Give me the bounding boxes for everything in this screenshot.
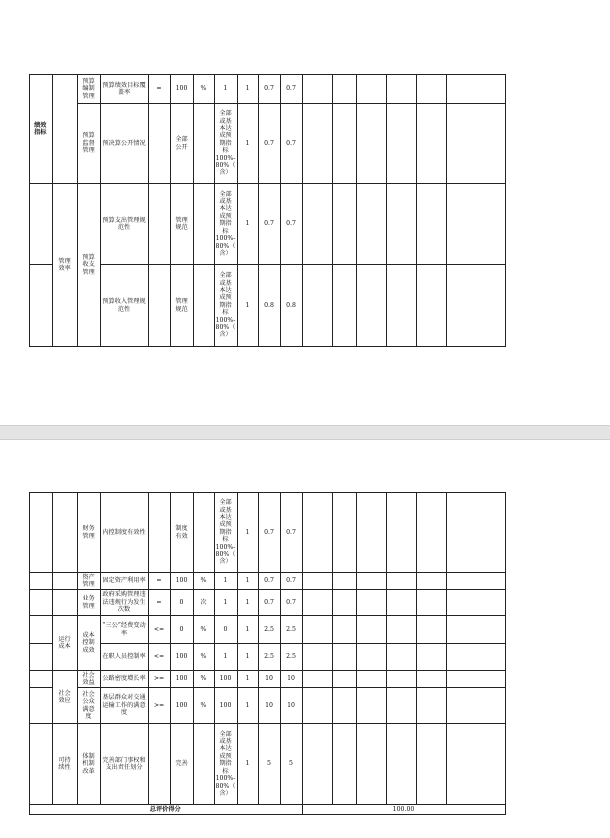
standard-cell: 全部 或基 本达 成预 期指 标 100%- 80%（ 含） <box>214 724 237 805</box>
item-cell: 内控制度有效性 <box>100 493 148 573</box>
score-cell: 0.7 <box>280 104 302 184</box>
page-gap <box>0 425 610 440</box>
standard-cell: 100 <box>214 688 237 724</box>
unit-cell: % <box>193 573 214 590</box>
category-cell: 财务 管理 <box>77 493 100 573</box>
weight-cell: 1 <box>237 573 258 590</box>
target-cell: 100 <box>170 75 193 104</box>
item-cell: 基层群众对交通运输工作的满意度 <box>100 688 148 724</box>
category-cell: 业务 管理 <box>77 590 100 616</box>
score-cell: 0.8 <box>280 265 302 347</box>
score-cell: 0.7 <box>258 493 280 573</box>
target-cell: 管理 规范 <box>170 184 193 265</box>
category-cell: 预算 收支 管理 <box>77 184 100 347</box>
score-cell: 5 <box>258 724 280 805</box>
weight-cell: 1 <box>237 671 258 688</box>
target-cell: 制度 有效 <box>170 493 193 573</box>
target-cell: 0 <box>170 590 193 616</box>
operator-cell <box>148 265 170 347</box>
operator-cell: >= <box>148 671 170 688</box>
score-cell: 2.5 <box>258 616 280 644</box>
operator-cell: >= <box>148 688 170 724</box>
operator-cell: = <box>148 75 170 104</box>
operator-cell: <= <box>148 616 170 644</box>
unit-cell <box>193 184 214 265</box>
blank-cell <box>52 75 77 184</box>
unit-cell: 次 <box>193 590 214 616</box>
category-cell: 体制 机制 改革 <box>77 724 100 805</box>
target-cell: 100 <box>170 671 193 688</box>
weight-cell: 1 <box>237 75 258 104</box>
standard-cell: 1 <box>214 573 237 590</box>
unit-cell: % <box>193 644 214 671</box>
unit-cell: % <box>193 671 214 688</box>
operator-cell: <= <box>148 644 170 671</box>
target-cell: 完善 <box>170 724 193 805</box>
standard-cell: 1 <box>214 644 237 671</box>
weight-cell: 1 <box>237 724 258 805</box>
target-cell: 管理 规范 <box>170 265 193 347</box>
score-cell: 10 <box>280 688 302 724</box>
category-cell: 资产 管理 <box>77 573 100 590</box>
standard-cell: 1 <box>214 75 237 104</box>
standard-cell: 全部 或基 本达 成预 期指 标 100%- 80%（ 含） <box>214 265 237 347</box>
unit-cell: % <box>193 75 214 104</box>
operator-cell <box>148 104 170 184</box>
weight-cell: 1 <box>237 265 258 347</box>
score-cell: 0.7 <box>258 104 280 184</box>
category-cell: 社会 效益 <box>77 671 100 688</box>
item-cell: 公路密度增长率 <box>100 671 148 688</box>
score-cell: 0.7 <box>280 75 302 104</box>
operator-cell: = <box>148 573 170 590</box>
item-cell: 固定资产利用率 <box>100 573 148 590</box>
group-sustain: 可持 续性 <box>52 724 77 805</box>
group-run-cost: 运行 成本 <box>52 616 77 671</box>
score-cell: 10 <box>280 671 302 688</box>
item-cell: 预算收入管理规范性 <box>100 265 148 347</box>
weight-cell: 1 <box>237 104 258 184</box>
weight-cell: 1 <box>237 688 258 724</box>
unit-cell <box>193 265 214 347</box>
score-cell: 10 <box>258 671 280 688</box>
category-cell: 预算 编制 管理 <box>77 75 100 104</box>
category-cell: 社会 公众 满意 度 <box>77 688 100 724</box>
operator-cell <box>148 184 170 265</box>
group-social: 社会 效应 <box>52 671 77 724</box>
score-cell: 2.5 <box>280 644 302 671</box>
score-cell: 10 <box>258 688 280 724</box>
unit-cell <box>193 724 214 805</box>
weight-cell: 1 <box>237 493 258 573</box>
target-cell: 100 <box>170 573 193 590</box>
score-cell: 0.7 <box>258 573 280 590</box>
weight-cell: 1 <box>237 644 258 671</box>
page-2 <box>0 440 610 838</box>
score-cell: 0.7 <box>258 184 280 265</box>
operator-cell: = <box>148 590 170 616</box>
weight-cell: 1 <box>237 616 258 644</box>
item-cell: 预算支出管理规范性 <box>100 184 148 265</box>
item-cell: 预决算公开情况 <box>100 104 148 184</box>
total-value: 100.00 <box>302 805 505 815</box>
standard-cell: 全部 或基 本达 成预 期指 标 100%- 80%（ 含） <box>214 493 237 573</box>
score-cell: 5 <box>280 724 302 805</box>
score-cell: 0.7 <box>258 590 280 616</box>
category-cell: 预算 监督 管理 <box>77 104 100 184</box>
target-cell: 100 <box>170 644 193 671</box>
unit-cell <box>193 493 214 573</box>
group-label: 绩效 指标 <box>29 75 52 184</box>
unit-cell: % <box>193 616 214 644</box>
standard-cell: 1 <box>214 590 237 616</box>
unit-cell <box>193 104 214 184</box>
score-cell: 0.7 <box>280 184 302 265</box>
item-cell: 预算绩效目标覆盖率 <box>100 75 148 104</box>
standard-cell: 全部 或基 本达 成预 期指 标 100%- 80%（ 含） <box>214 104 237 184</box>
category-cell: 成本 控制 成效 <box>77 616 100 671</box>
standard-cell: 0 <box>214 616 237 644</box>
indicator-table-2 <box>29 492 506 815</box>
score-cell: 0.7 <box>280 590 302 616</box>
score-cell: 2.5 <box>258 644 280 671</box>
score-cell: 0.8 <box>258 265 280 347</box>
weight-cell: 1 <box>237 184 258 265</box>
score-cell: 0.7 <box>258 75 280 104</box>
item-cell: 完善部门事权和支出责任划分 <box>100 724 148 805</box>
target-cell: 0 <box>170 616 193 644</box>
total-label: 总评价得分 <box>29 805 302 815</box>
item-cell: 政府采购管理违法违规行为发生次数 <box>100 590 148 616</box>
score-cell: 2.5 <box>280 616 302 644</box>
indicator-table-1 <box>29 74 506 347</box>
item-cell: “三公”经费变动率 <box>100 616 148 644</box>
unit-cell: % <box>193 688 214 724</box>
standard-cell: 100 <box>214 671 237 688</box>
target-cell: 100 <box>170 688 193 724</box>
item-cell: 在职人员控制率 <box>100 644 148 671</box>
weight-cell: 1 <box>237 590 258 616</box>
standard-cell: 全部 或基 本达 成预 期指 标 100%- 80%（ 含） <box>214 184 237 265</box>
score-cell: 0.7 <box>280 573 302 590</box>
sub-label: 管理 效率 <box>52 184 77 347</box>
operator-cell <box>148 724 170 805</box>
target-cell: 全部 公开 <box>170 104 193 184</box>
score-cell: 0.7 <box>280 493 302 573</box>
operator-cell <box>148 493 170 573</box>
